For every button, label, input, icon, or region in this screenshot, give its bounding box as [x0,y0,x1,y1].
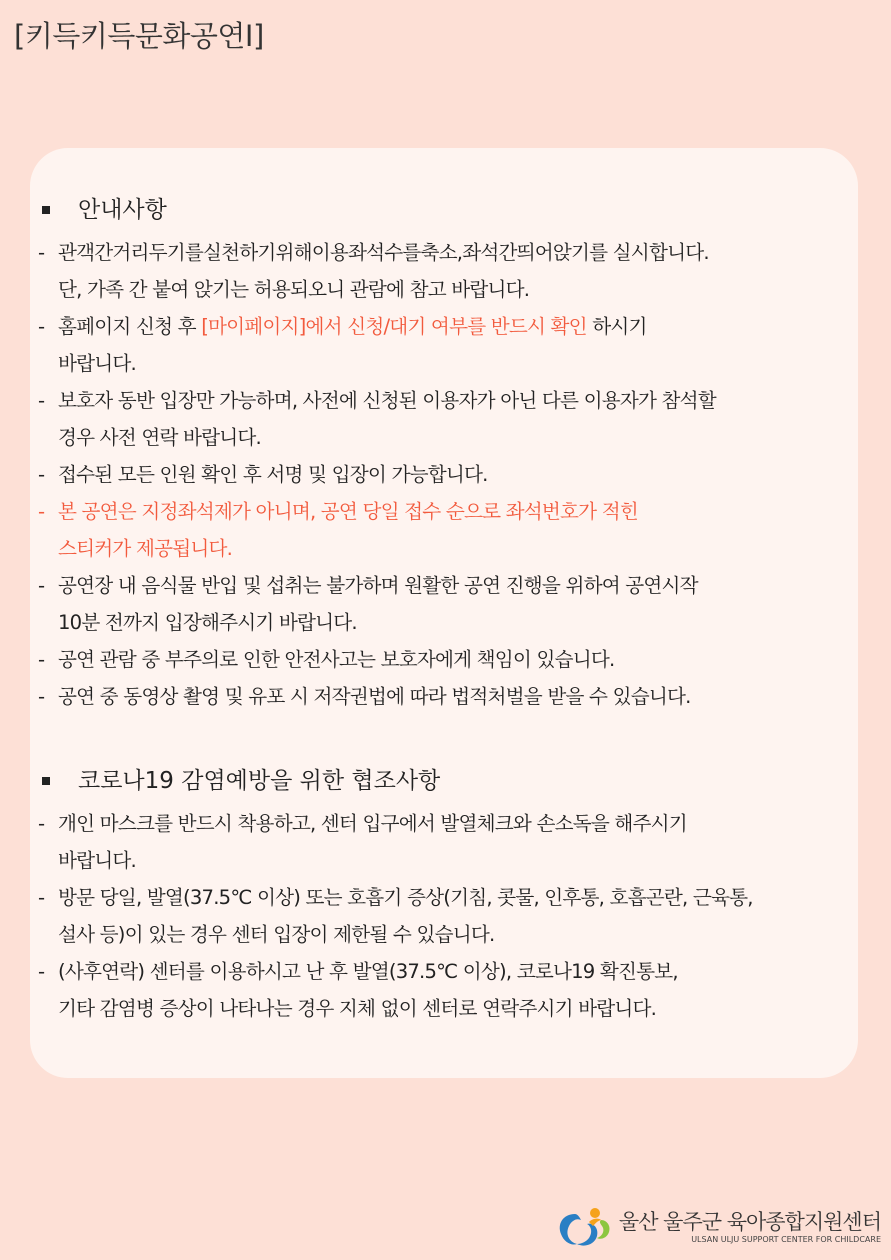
notice-item [38,308,858,382]
notice-item-line: 바랍니다. [58,352,136,375]
notice-item-line: 10분 전까지 입장해주시기 바랍니다. [58,611,357,634]
notice-item [38,234,858,308]
notice-item-line: 스티커가 제공됩니다. [58,537,233,560]
corona-item [38,805,858,879]
corona-item [38,953,858,1027]
notice-item-line: 공연 중 동영상 촬영 및 유포 시 저작권법에 따라 법적처벌을 받을 수 있습니다. [58,685,691,708]
notice-section-title [38,192,858,228]
notice-item-line: 보호자 동반 입장만 가능하며, 사전에 신청된 이용자가 아닌 다른 이용자가 참석할 [58,389,716,412]
notice-card [30,148,858,1078]
dash-marker: - [38,648,45,671]
dash-marker: - [38,812,45,835]
corona-item-line: 개인 마스크를 반드시 착용하고, 센터 입구에서 발열체크와 손소독을 해주시기 [58,812,687,835]
notice-item-line: 관객간거리두기를실천하기위해이용좌석수를축소,좌석간띄어앉기를 실시합니다. [58,241,709,264]
dash-marker: - [38,960,45,983]
notice-item-line [58,308,858,345]
corona-section [38,763,858,1027]
notice-item-text: 홈페이지 신청 후 [58,315,202,338]
notice-item [38,382,858,456]
dash-marker: - [38,463,45,486]
corona-item-line: 바랍니다. [58,849,136,872]
square-bullet-icon [42,777,50,785]
notice-item [38,641,858,678]
notice-item [38,678,858,715]
dash-marker: - [38,574,45,597]
logo-name-english: ULSAN ULJU SUPPORT CENTER FOR CHILDCARE [691,1235,881,1244]
notice-item-line: 단, 가족 간 붙여 앉기는 허용되오니 관람에 참고 바랍니다. [58,278,530,301]
notice-item-text: 하시기 [586,315,647,338]
dash-marker: - [38,886,45,909]
dash-marker: - [38,241,45,264]
notice-item-highlight: [마이페이지]에서 신청/대기 여부를 반드시 확인 [201,315,587,338]
corona-section-title [38,763,858,799]
notice-title-text: 안내사항 [78,197,167,223]
dash-marker: - [38,500,45,523]
notice-item-line: 경우 사전 연락 바랍니다. [58,426,261,449]
corona-item-line: (사후연락) 센터를 이용하시고 난 후 발열(37.5℃ 이상), 코로나19 확진통보, [58,960,678,983]
notice-item-line: 본 공연은 지정좌석제가 아니며, 공연 당일 접수 순으로 좌석번호가 적힌 [58,500,638,523]
corona-item-line: 방문 당일, 발열(37.5℃ 이상) 또는 호흡기 증상(기침, 콧물, 인후통, 호흡곤란, 근육통, [58,886,753,909]
notice-item-line: 공연 관람 중 부주의로 인한 안전사고는 보호자에게 책임이 있습니다. [58,648,615,671]
dash-marker: - [38,685,45,708]
notice-section [38,192,858,715]
notice-item-highlighted [38,493,858,567]
notice-item [38,567,858,641]
notice-item-line: 접수된 모든 인원 확인 후 서명 및 입장이 가능합니다. [58,463,488,486]
center-logo [555,1204,881,1250]
corona-title-text: 코로나19 감염예방을 위한 협조사항 [78,768,441,794]
dash-marker: - [38,315,45,338]
corona-item-line: 설사 등)이 있는 경우 센터 입장이 제한될 수 있습니다. [58,923,495,946]
corona-item-line: 기타 감염병 증상이 나타나는 경우 지체 없이 센터로 연락주시기 바랍니다. [58,997,657,1020]
center-logo-mark-icon [555,1204,613,1250]
page-title: [키득키득문화공연Ⅰ] [14,19,264,53]
dash-marker: - [38,389,45,412]
logo-name-korean: 울산 울주군 육아종합지원센터 [618,1210,881,1234]
square-bullet-icon [42,206,50,214]
notice-item [38,456,858,493]
corona-item [38,879,858,953]
notice-item-line: 공연장 내 음식물 반입 및 섭취는 불가하며 원활한 공연 진행을 위하여 공연시작 [58,574,698,597]
